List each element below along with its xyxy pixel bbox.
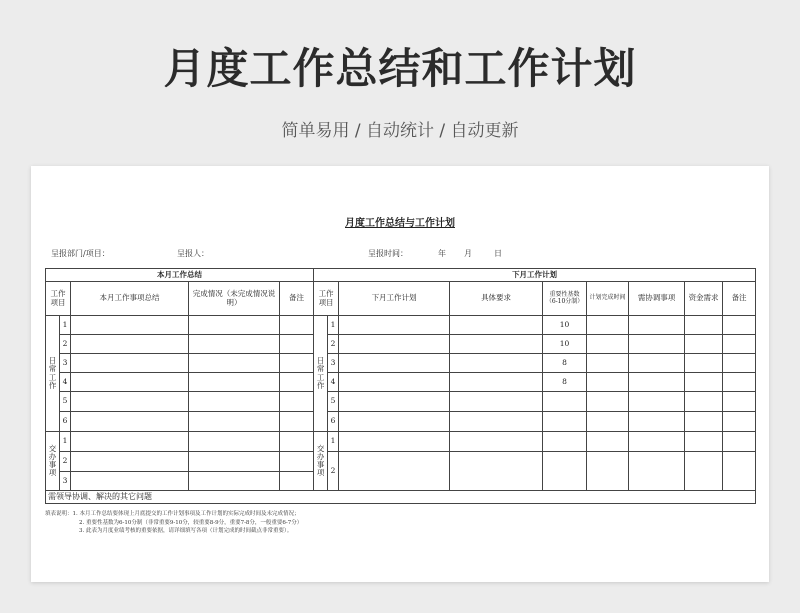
header-left-item: 工作项目 — [46, 282, 71, 316]
note-line: 3. 此表为月度业绩考核的重要依据，请详细填写各项（计划完成的时间截点非常重要）。 — [79, 528, 293, 535]
table-row — [46, 373, 756, 392]
table-row — [46, 452, 756, 472]
header-fund: 资金需求 — [685, 282, 723, 316]
group-assigned-left: 交办事项 — [46, 432, 60, 491]
page-subtitle: 简单易用 / 自动统计 / 自动更新 — [281, 121, 519, 141]
header-right-item: 工作项目 — [314, 282, 339, 316]
table-row — [46, 335, 756, 354]
time-label: 呈报时间： — [368, 249, 408, 258]
table-row — [46, 316, 756, 335]
section-next-month: 下月工作计划 — [314, 269, 756, 282]
section-this-month: 本月工作总结 — [46, 269, 314, 282]
row-number: 3 — [328, 354, 339, 373]
row-number: 1 — [328, 432, 339, 452]
table-row — [46, 392, 756, 412]
row-number: 3 — [60, 354, 71, 373]
header-requirement: 具体要求 — [450, 282, 543, 316]
row-number: 2 — [60, 335, 71, 354]
dept-label: 呈报部门/项目： — [51, 249, 110, 258]
plan-table — [45, 268, 756, 504]
note-line: 填表说明：1. 本月工作总结要体现上月底提交的工作计划事项及工作计划的实际完成时间及未完成情况； — [45, 511, 300, 517]
page-title: 月度工作总结和工作计划 — [163, 44, 637, 93]
row-number: 1 — [60, 316, 71, 335]
row-number: 3 — [60, 472, 71, 491]
header-status: 完成情况（未完成情况说明） — [189, 282, 280, 316]
note-line: 2. 重要性基数为6-10分制（非常重要9-10分，较重要8-9分，重要7-8分，一般重要6-7分） — [79, 519, 303, 526]
reporter-label: 呈报人： — [177, 249, 209, 258]
importance-value: 10 — [543, 316, 587, 335]
month-label: 月 — [464, 249, 472, 258]
table-row — [46, 432, 756, 452]
row-number: 1 — [60, 432, 71, 452]
document-sheet — [31, 166, 769, 582]
table-row — [46, 354, 756, 373]
row-number: 5 — [328, 392, 339, 412]
importance-value: 8 — [543, 373, 587, 392]
row-number: 6 — [60, 412, 71, 432]
day-label: 日 — [494, 249, 502, 258]
group-daily-left: 日常工作 — [46, 316, 60, 432]
group-daily-right: 日常工作 — [314, 316, 328, 432]
row-number: 2 — [328, 452, 339, 491]
fill-instructions — [45, 510, 755, 536]
importance-value: 8 — [543, 354, 587, 373]
row-number: 4 — [328, 373, 339, 392]
header-right-remark: 备注 — [723, 282, 756, 316]
importance-value: 10 — [543, 335, 587, 354]
row-number: 2 — [60, 452, 71, 472]
row-number: 4 — [60, 373, 71, 392]
row-number: 5 — [60, 392, 71, 412]
header-left-remark: 备注 — [280, 282, 314, 316]
header-plan-time: 计划完成时间 — [587, 282, 629, 316]
header-summary: 本月工作事项总结 — [71, 282, 189, 316]
row-number: 6 — [328, 412, 339, 432]
table-row — [46, 412, 756, 432]
document-title: 月度工作总结与工作计划 — [345, 218, 455, 229]
leader-issues-row: 需领导协调、解决的其它问题 — [46, 491, 756, 504]
group-assigned-right: 交办事项 — [314, 432, 328, 491]
header-importance: 重要性基数（6-10分制） — [543, 282, 587, 316]
header-plan: 下月工作计划 — [339, 282, 450, 316]
header-coordination: 需协调事项 — [629, 282, 685, 316]
row-number: 1 — [328, 316, 339, 335]
row-number: 2 — [328, 335, 339, 354]
year-label: 年 — [438, 249, 446, 258]
